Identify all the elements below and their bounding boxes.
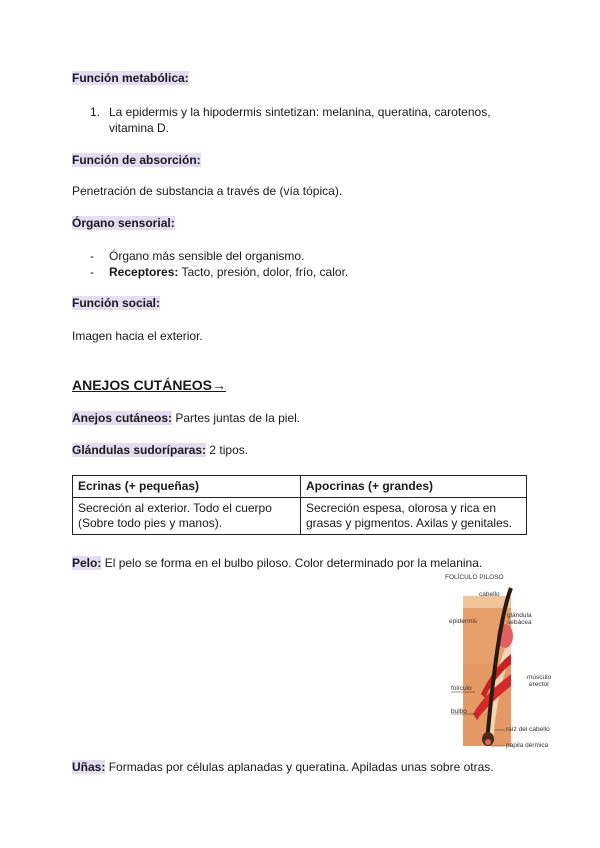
term-label: Glándulas sudoríparas:: [72, 443, 207, 457]
term-definition: El pelo se forma en el bulbo piloso. Color determinado por la melanina.: [104, 556, 483, 570]
figure-label-papila: papila dérmica: [506, 742, 549, 749]
figure-label-glandula: glándula: [507, 612, 532, 619]
list-number: 1.: [90, 105, 101, 119]
paragraph-social: Imagen hacia el exterior.: [72, 329, 203, 343]
term-label: Pelo:: [72, 556, 102, 570]
dermal-papilla: [485, 739, 491, 745]
list-item-bold: Receptores:: [109, 265, 179, 279]
term-definition: Formadas por células aplanadas y queratina. Apiladas unas sobre otras.: [108, 760, 494, 774]
table-cell-apocrinas: [301, 498, 527, 535]
term-definition: Partes juntas de la piel.: [175, 411, 301, 425]
paragraph-anejos: [72, 410, 300, 426]
table-row: [73, 498, 527, 535]
heading-text: Función de absorción:: [72, 153, 201, 167]
term-definition: 2 tipos.: [209, 443, 249, 457]
heading-text: Función metabólica:: [72, 71, 189, 85]
bullet-dash: -: [90, 249, 94, 263]
table-header-ecrinas: Ecrinas (+ pequeñas): [73, 476, 301, 498]
list-item-sensorial-1: [109, 248, 304, 264]
heading-funcion-social: [72, 295, 160, 311]
paragraph-glandulas: [72, 442, 248, 458]
hair-follicle-figure: [445, 574, 565, 754]
figure-label-cabello: cabello: [479, 591, 500, 598]
cell-line: grasas y pigmentos. Axilas y genitales.: [306, 516, 513, 530]
table-header-apocrinas: Apocrinas (+ grandes): [301, 476, 527, 498]
figure-label-sebacea: sebácea: [507, 619, 532, 626]
term-label: Anejos cutáneos:: [72, 411, 173, 425]
list-item-text: Órgano más sensible del organismo.: [109, 249, 305, 263]
list-item-line2: vitamina D.: [109, 121, 170, 135]
paragraph-pelo: [72, 555, 482, 571]
figure-label-foliculo: folículo: [451, 685, 472, 692]
cell-line: Secreción al exterior. Todo el cuerpo: [78, 501, 272, 515]
list-item-line1: La epidermis y la hipodermis sintetizan: melanina, queratina, carotenos,: [109, 105, 491, 119]
heading-text: Función social:: [72, 296, 161, 310]
cell-line: Secreción espesa, olorosa y rica en: [306, 501, 497, 515]
figure-label-erector: erector: [529, 681, 550, 688]
list-item-metabolica: [109, 104, 529, 136]
heading-funcion-metabolica: [72, 70, 189, 86]
heading-text: Órgano sensorial:: [72, 216, 175, 230]
cell-line: (Sobre todo pies y manos).: [78, 516, 223, 530]
bullet-dash: -: [90, 265, 94, 279]
term-label: Uñas:: [72, 760, 106, 774]
list-item-sensorial-2: [109, 264, 348, 280]
paragraph-unas: [72, 759, 494, 775]
paragraph-absorcion: Penetración de substancia a través de (vía tópica).: [72, 184, 343, 198]
figure-label-epidermis: epidermis: [449, 618, 478, 625]
figure-label-raiz: raíz del cabello: [506, 726, 550, 733]
list-item-text: Tacto, presión, dolor, frío, calor.: [181, 265, 349, 279]
table-cell-ecrinas: [73, 498, 301, 535]
heading-funcion-absorcion: [72, 152, 201, 168]
figure-label-musculo: músculo: [527, 674, 552, 681]
table-header-row: [73, 476, 527, 498]
figure-label-bulbo: bulbo: [451, 708, 467, 715]
glandulas-table: [72, 475, 527, 535]
figure-title: FOLÍCULO PILOSO: [445, 574, 504, 581]
section-title-anejos: ANEJOS CUTÁNEOS→: [72, 377, 227, 393]
heading-organo-sensorial: [72, 215, 175, 231]
